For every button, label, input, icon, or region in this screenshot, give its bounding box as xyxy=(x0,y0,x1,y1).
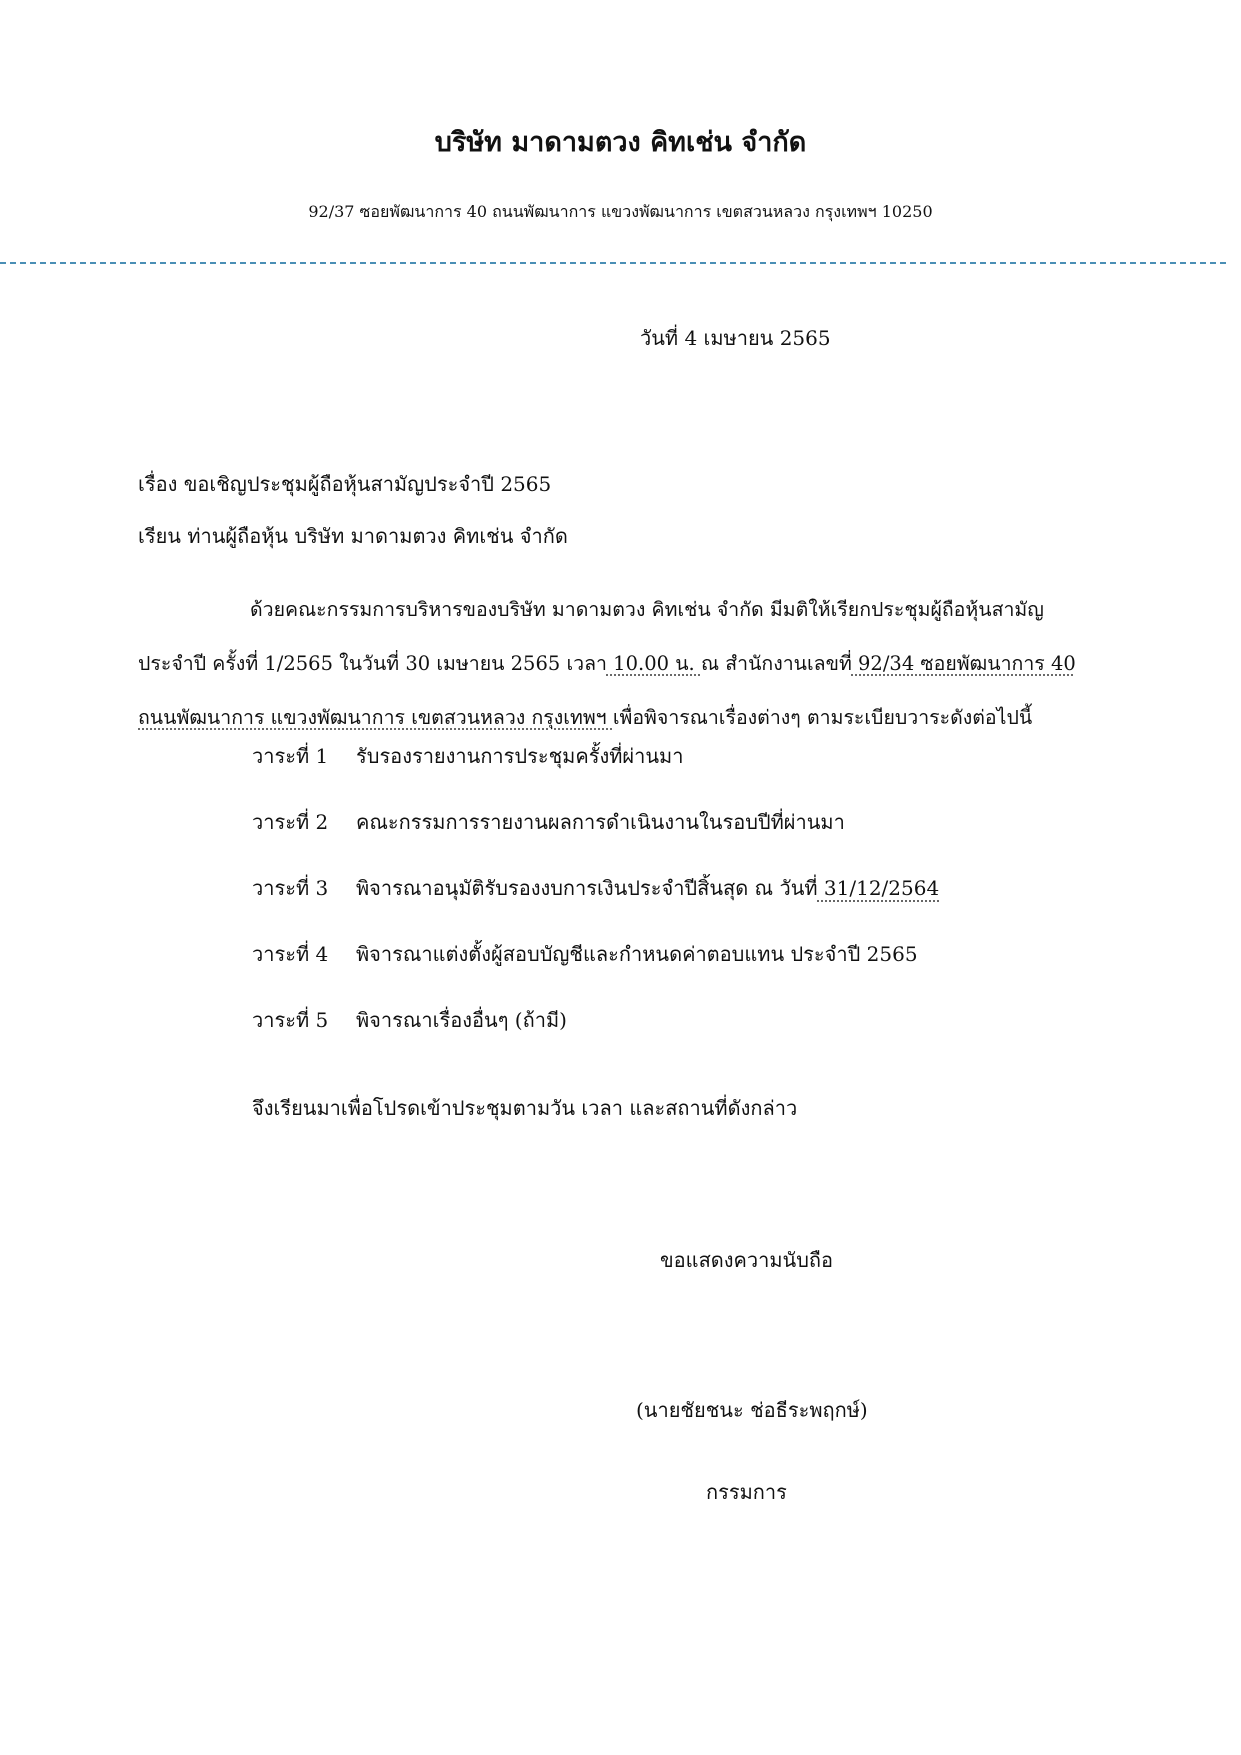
body-line-3-text: เพื่อพิจารณาเรื่องต่างๆ ตามระเบียบวาระดังต่อไปนี้ xyxy=(612,706,1033,729)
company-name: บริษัท มาดามตวง คิทเช่น จำกัด xyxy=(434,127,807,158)
regards: ขอแสดงความนับถือ xyxy=(660,1248,834,1272)
header-divider xyxy=(0,262,1226,264)
agenda-item xyxy=(252,938,918,970)
letter-salutation: เรียน ท่านผู้ถือหุ้น บริษัท มาดามตวง คิทเช่น จำกัด xyxy=(138,524,568,548)
agenda-item xyxy=(252,806,845,838)
body-line-2-text-a: ประจำปี ครั้งที่ 1/2565 ในวันที่ 30 เมษายน 2565 เวลา xyxy=(138,652,607,675)
signer-position: กรรมการ xyxy=(706,1480,787,1504)
agenda-number: วาระที่ 2 xyxy=(252,810,329,834)
agenda-item xyxy=(252,740,683,772)
agenda-number: วาระที่ 3 xyxy=(252,876,329,900)
agenda-number: วาระที่ 1 xyxy=(252,744,329,768)
agenda-number: วาระที่ 4 xyxy=(252,942,329,966)
agenda-text: รับรองรายงานการประชุมครั้งที่ผ่านมา xyxy=(356,744,684,768)
agenda-item xyxy=(252,1004,567,1036)
signer-name: (นายชัยชนะ ช่อธีระพฤกษ์) xyxy=(636,1398,868,1422)
closing-sentence: จึงเรียนมาเพื่อโปรดเข้าประชุมตามวัน เวลา และสถานที่ดังกล่าว xyxy=(252,1096,798,1120)
agenda-text: พิจารณาเรื่องอื่นๆ (ถ้ามี) xyxy=(356,1008,567,1032)
agenda-date: 31/12/2564 xyxy=(817,876,940,900)
agenda-item xyxy=(252,872,939,904)
meeting-address-part-2: ถนนพัฒนาการ แขวงพัฒนาการ เขตสวนหลวง กรุงเทพฯ xyxy=(138,706,613,729)
meeting-address-part-1: 92/34 ซอยพัฒนาการ 40 xyxy=(851,652,1076,675)
body-line-2-text-b: ณ สำนักงานเลขที่ xyxy=(700,652,852,675)
agenda-text: พิจารณาแต่งตั้งผู้สอบบัญชีและกำหนดค่าตอบแทน ประจำปี 2565 xyxy=(356,942,918,966)
body-line-2 xyxy=(138,648,1076,679)
letter-date: วันที่ 4 เมษายน 2565 xyxy=(640,326,831,350)
body-line-3 xyxy=(138,702,1032,733)
agenda-number: วาระที่ 5 xyxy=(252,1008,329,1032)
agenda-text: คณะกรรมการรายงานผลการดำเนินงานในรอบปีที่ผ่านมา xyxy=(356,810,845,834)
agenda-text: พิจารณาอนุมัติรับรองงบการเงินประจำปีสิ้นสุด ณ วันที่ xyxy=(356,876,818,900)
body-line-1: ด้วยคณะกรรมการบริหารของบริษัท มาดามตวง คิทเช่น จำกัด มีมติให้เรียกประชุมผู้ถือหุ้นสามัญ xyxy=(250,598,1044,621)
letter-subject: เรื่อง ขอเชิญประชุมผู้ถือหุ้นสามัญประจำปี 2565 xyxy=(138,472,552,496)
meeting-time: 10.00 น. xyxy=(606,652,701,675)
company-address: 92/37 ซอยพัฒนาการ 40 ถนนพัฒนาการ แขวงพัฒนาการ เขตสวนหลวง กรุงเทพฯ 10250 xyxy=(308,202,933,221)
